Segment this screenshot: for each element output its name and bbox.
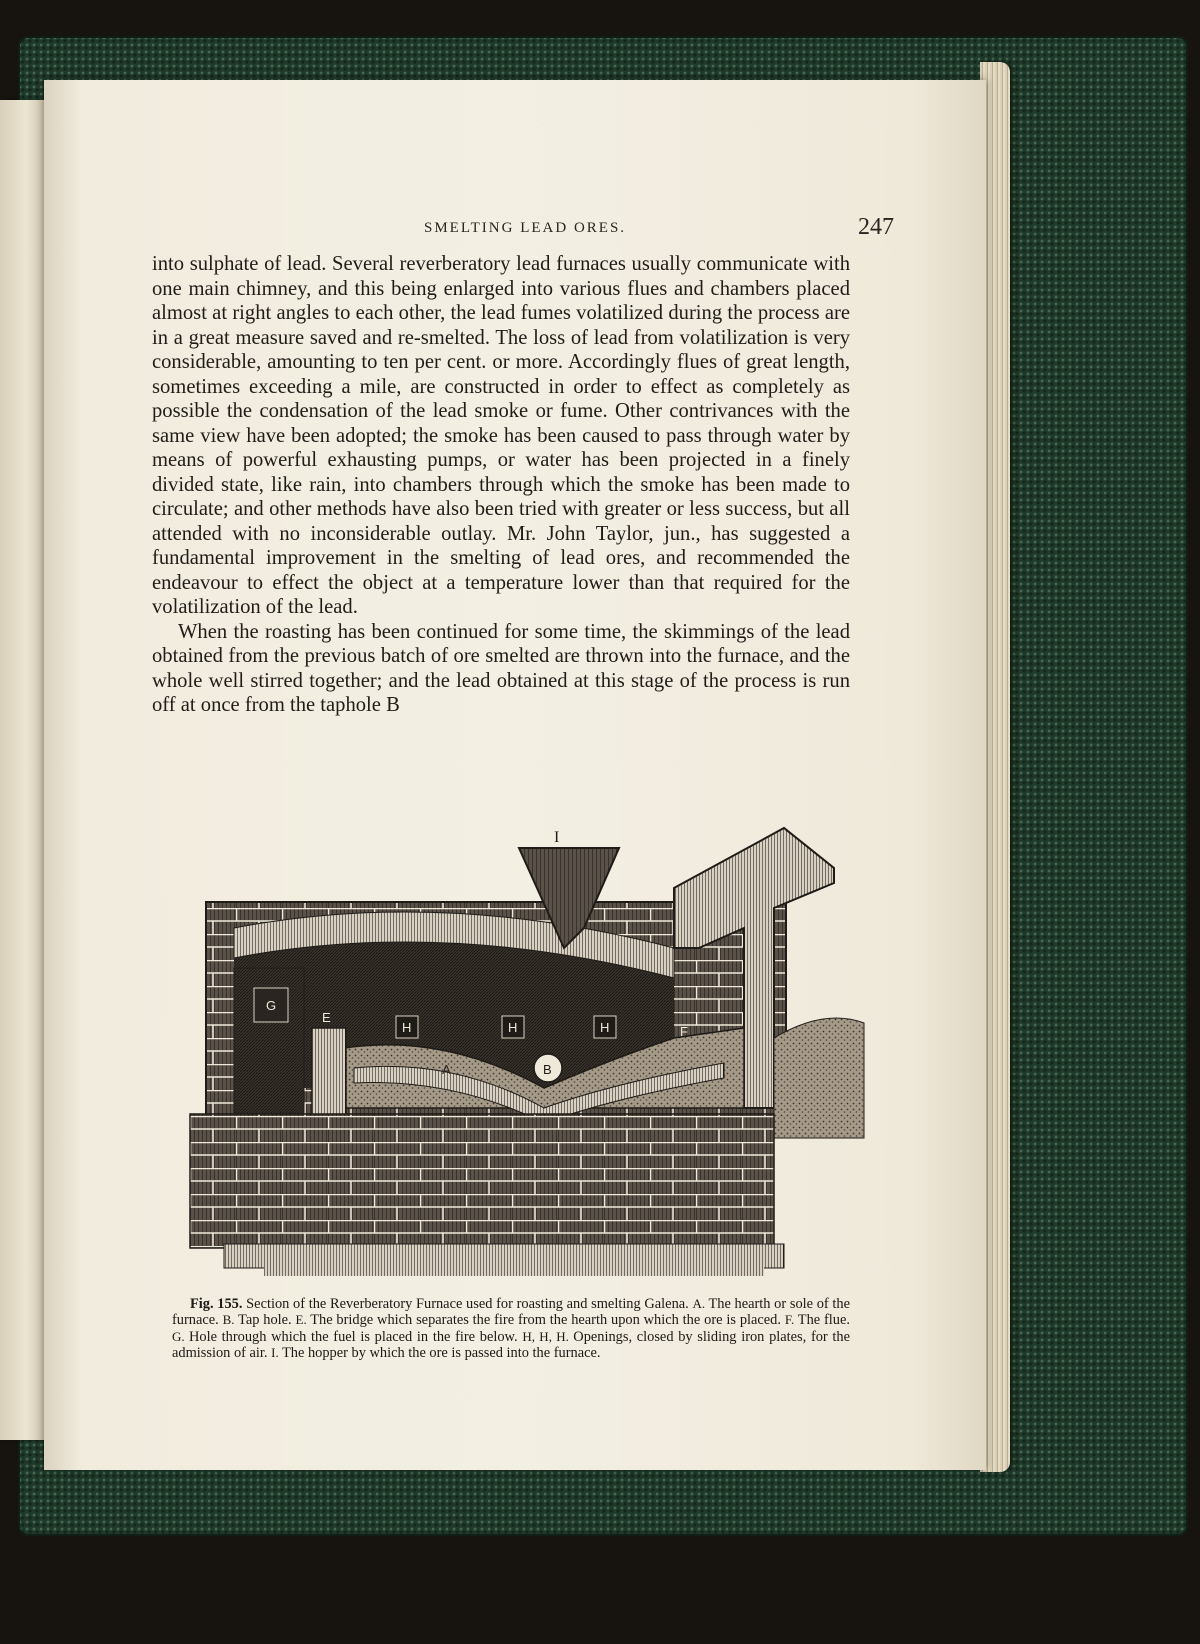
caption-key-E: E. <box>295 1312 311 1328</box>
caption-text: The hearth or sole of the furnace. <box>172 1296 851 1329</box>
caption-key-F: F. <box>784 1312 798 1328</box>
paragraph: When the roasting has been continued for some time, the skimmings of the lead obtained from the previous batch of ore smelted are thrown into the furnace, and the whole well stirred together; and the lead obtained at this stage of the process is run off at once from the taphole B <box>152 620 850 716</box>
caption-text: Openings, closed by sliding iron plates, for the admission of air. <box>172 1328 851 1362</box>
caption-text: Tap hole. <box>238 1312 296 1329</box>
label-A: A <box>442 1062 451 1077</box>
label-F: F <box>680 1024 688 1039</box>
caption-key-H: H, H, H. <box>522 1328 574 1344</box>
caption-text: Hole through which the fuel is placed in the fire below. <box>189 1328 523 1345</box>
label-H-1: H <box>402 1020 412 1035</box>
body-text <box>152 252 850 718</box>
caption-key-I: I. <box>271 1345 282 1361</box>
furnace-section-illustration <box>144 778 884 1282</box>
furnace-figure <box>144 778 884 1282</box>
page-number: 247 <box>858 214 894 240</box>
caption-key-A: A. <box>692 1296 709 1311</box>
figure-caption <box>172 1296 850 1362</box>
caption-key-B: B. <box>222 1312 239 1328</box>
caption-text: Section of the Reverberatory Furnace used for roasting and smelting Galena. <box>246 1296 693 1312</box>
label-G: G <box>266 998 277 1013</box>
book-page <box>44 80 986 1470</box>
previous-page-edge <box>0 100 44 1440</box>
caption-text: The bridge which separates the fire from the hearth upon which the ore is placed. <box>310 1312 785 1329</box>
caption-text: The hopper by which the ore is passed into the furnace. <box>281 1345 601 1362</box>
paragraph: into sulphate of lead. Several reverberatory lead furnaces usually communicate with one main chimney, and this being enlarged into various flues and chambers placed almost at right angles to each other, the lead fumes volatilized during the process are in a great measure saved and re-smelted. The loss of lead from volatilization is very considerable, amounting to ten per cent. or more. Accordingly flues of great length, sometimes exceeding a mile, are constructed in order to effect as completely as possible the condensation of the lead smoke or fume. Other contrivances with the same view have been adopted; the smoke has been caused to pass through water by means of powerful exhausting pumps, or water has been projected in a finely divided state, like rain, into chambers through which the smoke has been made to circulate; and other methods have also been tried with greater or less success, but all attended with no inconsiderable outlay. Mr. John Taylor, jun., has suggested a fundamental improvement in the smelting of lead ores, and recommended the endeavour to effect the object at a temperature lower than that required for the volatilization of the lead. <box>152 253 850 618</box>
label-I: I <box>554 829 560 846</box>
figure-number: Fig. 155. <box>190 1296 247 1312</box>
label-H-2: H <box>508 1020 518 1035</box>
label-E: E <box>322 1010 331 1025</box>
label-B: B <box>543 1062 552 1077</box>
running-head-title: SMELTING LEAD ORES. <box>424 220 627 236</box>
label-H-3: H <box>600 1020 610 1035</box>
running-head <box>144 216 894 246</box>
caption-key-G: G. <box>172 1328 189 1344</box>
caption-text: The flue. <box>797 1312 850 1329</box>
